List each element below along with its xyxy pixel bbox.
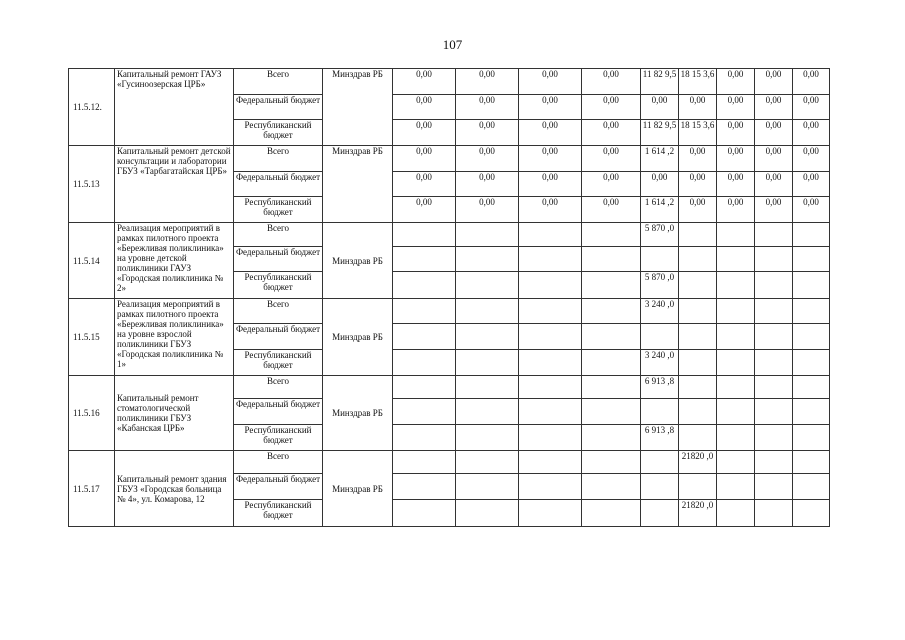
value-cell bbox=[679, 223, 717, 247]
value-cell bbox=[793, 324, 830, 350]
value-cell: 3 240 ,0 bbox=[641, 299, 679, 324]
value-cell: 0,00 bbox=[456, 95, 519, 120]
value-cell bbox=[641, 247, 679, 272]
value-cell: 0,00 bbox=[393, 69, 456, 95]
executor: Минздрав РБ bbox=[323, 69, 393, 146]
value-cell: 0,00 bbox=[793, 95, 830, 120]
item-code: 11.5.16 bbox=[69, 376, 115, 451]
value-cell bbox=[717, 500, 755, 527]
funding-source: Федеральный бюджет bbox=[234, 247, 323, 272]
value-cell: 0,00 bbox=[519, 146, 582, 172]
funding-source: Республиканский бюджет bbox=[234, 500, 323, 527]
value-cell: 0,00 bbox=[582, 95, 641, 120]
value-cell bbox=[456, 399, 519, 425]
page-number: 107 bbox=[442, 37, 463, 52]
executor: Минздрав РБ bbox=[323, 299, 393, 376]
value-cell: 0,00 bbox=[393, 197, 456, 223]
value-cell bbox=[679, 350, 717, 376]
value-cell: 0,00 bbox=[519, 197, 582, 223]
value-cell: 0,00 bbox=[456, 172, 519, 197]
value-cell bbox=[519, 500, 582, 527]
value-cell bbox=[519, 247, 582, 272]
value-cell: 0,00 bbox=[393, 172, 456, 197]
value-cell bbox=[456, 376, 519, 399]
value-cell bbox=[793, 247, 830, 272]
value-cell bbox=[456, 247, 519, 272]
value-cell: 0,00 bbox=[679, 95, 717, 120]
value-cell bbox=[456, 500, 519, 527]
funding-source: Всего bbox=[234, 299, 323, 324]
value-cell bbox=[582, 425, 641, 451]
value-cell: 0,00 bbox=[393, 120, 456, 146]
value-cell: 0,00 bbox=[519, 172, 582, 197]
item-code: 11.5.14 bbox=[69, 223, 115, 299]
value-cell bbox=[793, 451, 830, 474]
table-row bbox=[69, 451, 830, 474]
value-cell bbox=[582, 272, 641, 299]
value-cell bbox=[679, 299, 717, 324]
value-cell: 6 913 ,8 bbox=[641, 376, 679, 399]
value-cell bbox=[456, 451, 519, 474]
item-name: Реализация мероприятий в рамках пилотного проекта «Бережливая поликлиника» на уровне взрослой поликлиники ГБУЗ «Городская поликлиника № 1» bbox=[115, 299, 234, 376]
value-cell bbox=[641, 451, 679, 474]
value-cell bbox=[755, 474, 793, 500]
value-cell bbox=[641, 324, 679, 350]
value-cell bbox=[717, 399, 755, 425]
value-cell: 0,00 bbox=[456, 69, 519, 95]
table-row bbox=[69, 223, 830, 247]
value-cell: 0,00 bbox=[519, 95, 582, 120]
table-row bbox=[69, 376, 830, 399]
value-cell bbox=[755, 376, 793, 399]
value-cell bbox=[755, 324, 793, 350]
funding-source: Федеральный бюджет bbox=[234, 95, 323, 120]
value-cell: 0,00 bbox=[793, 172, 830, 197]
value-cell bbox=[393, 223, 456, 247]
value-cell bbox=[641, 399, 679, 425]
value-cell bbox=[519, 223, 582, 247]
value-cell bbox=[793, 299, 830, 324]
value-cell bbox=[679, 425, 717, 451]
value-cell bbox=[519, 376, 582, 399]
item-name: Реализация мероприятий в рамках пилотного проекта «Бережливая поликлиника» на уровне детской поликлиники ГАУЗ «Городская поликлиника № 2» bbox=[115, 223, 234, 299]
executor: Минздрав РБ bbox=[323, 451, 393, 527]
table-row bbox=[69, 146, 830, 172]
value-cell bbox=[755, 399, 793, 425]
value-cell: 5 870 ,0 bbox=[641, 223, 679, 247]
value-cell: 0,00 bbox=[679, 172, 717, 197]
value-cell bbox=[641, 474, 679, 500]
value-cell bbox=[755, 272, 793, 299]
value-cell bbox=[793, 500, 830, 527]
value-cell bbox=[519, 272, 582, 299]
value-cell bbox=[582, 451, 641, 474]
value-cell bbox=[582, 223, 641, 247]
value-cell bbox=[717, 324, 755, 350]
value-cell: 0,00 bbox=[641, 172, 679, 197]
value-cell: 0,00 bbox=[755, 197, 793, 223]
value-cell bbox=[717, 425, 755, 451]
funding-source: Федеральный бюджет bbox=[234, 172, 323, 197]
value-cell bbox=[755, 223, 793, 247]
value-cell bbox=[679, 324, 717, 350]
value-cell bbox=[519, 474, 582, 500]
funding-source: Республиканский бюджет bbox=[234, 197, 323, 223]
value-cell bbox=[393, 272, 456, 299]
funding-source: Всего bbox=[234, 223, 323, 247]
funding-source: Республиканский бюджет bbox=[234, 425, 323, 451]
budget-table bbox=[68, 68, 830, 527]
item-code: 11.5.17 bbox=[69, 451, 115, 527]
value-cell bbox=[582, 376, 641, 399]
value-cell: 0,00 bbox=[717, 120, 755, 146]
item-name: Капитальный ремонт детской консультации и лаборатории ГБУЗ «Тарбагатайская ЦРБ» bbox=[115, 146, 234, 223]
value-cell bbox=[519, 350, 582, 376]
value-cell bbox=[717, 223, 755, 247]
value-cell: 0,00 bbox=[456, 120, 519, 146]
value-cell bbox=[755, 247, 793, 272]
value-cell bbox=[393, 350, 456, 376]
value-cell bbox=[755, 425, 793, 451]
value-cell: 0,00 bbox=[793, 69, 830, 95]
value-cell: 3 240 ,0 bbox=[641, 350, 679, 376]
value-cell bbox=[456, 272, 519, 299]
value-cell bbox=[393, 451, 456, 474]
value-cell bbox=[393, 474, 456, 500]
funding-source: Республиканский бюджет bbox=[234, 350, 323, 376]
value-cell bbox=[793, 474, 830, 500]
value-cell bbox=[679, 474, 717, 500]
funding-source: Всего bbox=[234, 69, 323, 95]
value-cell bbox=[519, 399, 582, 425]
value-cell bbox=[582, 324, 641, 350]
item-code: 11.5.12. bbox=[69, 69, 115, 146]
value-cell: 5 870 ,0 bbox=[641, 272, 679, 299]
value-cell bbox=[582, 299, 641, 324]
value-cell: 0,00 bbox=[393, 95, 456, 120]
value-cell bbox=[393, 299, 456, 324]
value-cell bbox=[793, 350, 830, 376]
value-cell bbox=[456, 223, 519, 247]
value-cell: 0,00 bbox=[755, 172, 793, 197]
value-cell: 11 82 9,5 bbox=[641, 120, 679, 146]
value-cell bbox=[717, 474, 755, 500]
value-cell bbox=[755, 451, 793, 474]
value-cell bbox=[717, 350, 755, 376]
executor: Минздрав РБ bbox=[323, 223, 393, 299]
value-cell bbox=[679, 247, 717, 272]
funding-source: Всего bbox=[234, 146, 323, 172]
value-cell bbox=[679, 399, 717, 425]
funding-source: Республиканский бюджет bbox=[234, 120, 323, 146]
funding-source: Федеральный бюджет bbox=[234, 399, 323, 425]
value-cell bbox=[519, 425, 582, 451]
value-cell: 0,00 bbox=[393, 146, 456, 172]
value-cell bbox=[519, 451, 582, 474]
value-cell bbox=[393, 500, 456, 527]
value-cell: 1 614 ,2 bbox=[641, 197, 679, 223]
value-cell bbox=[582, 247, 641, 272]
value-cell: 0,00 bbox=[641, 95, 679, 120]
value-cell: 0,00 bbox=[679, 146, 717, 172]
value-cell: 0,00 bbox=[582, 120, 641, 146]
value-cell: 0,00 bbox=[755, 69, 793, 95]
value-cell bbox=[456, 474, 519, 500]
value-cell: 21820 ,0 bbox=[679, 451, 717, 474]
value-cell: 0,00 bbox=[456, 146, 519, 172]
value-cell bbox=[679, 376, 717, 399]
funding-source: Всего bbox=[234, 376, 323, 399]
value-cell: 0,00 bbox=[582, 197, 641, 223]
funding-source: Федеральный бюджет bbox=[234, 324, 323, 350]
value-cell bbox=[456, 350, 519, 376]
value-cell bbox=[793, 272, 830, 299]
value-cell bbox=[717, 376, 755, 399]
value-cell: 21820 ,0 bbox=[679, 500, 717, 527]
value-cell: 0,00 bbox=[717, 69, 755, 95]
value-cell bbox=[393, 376, 456, 399]
funding-source: Федеральный бюджет bbox=[234, 474, 323, 500]
value-cell bbox=[717, 451, 755, 474]
value-cell bbox=[519, 324, 582, 350]
value-cell bbox=[456, 324, 519, 350]
value-cell: 18 15 3,6 bbox=[679, 69, 717, 95]
value-cell bbox=[793, 399, 830, 425]
value-cell: 0,00 bbox=[519, 69, 582, 95]
value-cell bbox=[582, 399, 641, 425]
value-cell: 11 82 9,5 bbox=[641, 69, 679, 95]
value-cell bbox=[717, 247, 755, 272]
value-cell bbox=[582, 350, 641, 376]
value-cell bbox=[456, 299, 519, 324]
value-cell: 0,00 bbox=[793, 197, 830, 223]
value-cell: 0,00 bbox=[717, 95, 755, 120]
funding-source: Всего bbox=[234, 451, 323, 474]
value-cell: 0,00 bbox=[755, 120, 793, 146]
value-cell: 0,00 bbox=[755, 95, 793, 120]
value-cell bbox=[679, 272, 717, 299]
value-cell bbox=[755, 500, 793, 527]
value-cell: 6 913 ,8 bbox=[641, 425, 679, 451]
value-cell: 0,00 bbox=[717, 146, 755, 172]
value-cell bbox=[456, 425, 519, 451]
value-cell: 0,00 bbox=[519, 120, 582, 146]
value-cell: 0,00 bbox=[717, 197, 755, 223]
value-cell bbox=[793, 223, 830, 247]
value-cell: 0,00 bbox=[793, 120, 830, 146]
value-cell: 0,00 bbox=[582, 146, 641, 172]
value-cell: 1 614 ,2 bbox=[641, 146, 679, 172]
value-cell bbox=[582, 474, 641, 500]
value-cell bbox=[519, 299, 582, 324]
value-cell: 0,00 bbox=[582, 69, 641, 95]
value-cell bbox=[582, 500, 641, 527]
value-cell bbox=[755, 299, 793, 324]
value-cell: 0,00 bbox=[717, 172, 755, 197]
value-cell: 0,00 bbox=[456, 197, 519, 223]
item-code: 11.5.13 bbox=[69, 146, 115, 223]
value-cell: 0,00 bbox=[679, 197, 717, 223]
value-cell: 0,00 bbox=[793, 146, 830, 172]
value-cell bbox=[793, 425, 830, 451]
value-cell: 0,00 bbox=[755, 146, 793, 172]
value-cell bbox=[755, 350, 793, 376]
value-cell bbox=[793, 376, 830, 399]
value-cell bbox=[393, 425, 456, 451]
value-cell bbox=[393, 324, 456, 350]
table-row bbox=[69, 299, 830, 324]
value-cell bbox=[717, 272, 755, 299]
item-name: Капитальный ремонт ГАУЗ «Гусиноозерская ЦРБ» bbox=[115, 69, 234, 146]
item-name: Капитальный ремонт здания ГБУЗ «Городская больница № 4», ул. Комарова, 12 bbox=[115, 451, 234, 527]
item-code: 11.5.15 bbox=[69, 299, 115, 376]
executor: Минздрав РБ bbox=[323, 146, 393, 223]
table-row bbox=[69, 69, 830, 95]
value-cell bbox=[393, 247, 456, 272]
item-name: Капитальный ремонт стоматологической поликлиники ГБУЗ «Кабанская ЦРБ» bbox=[115, 376, 234, 451]
value-cell bbox=[717, 299, 755, 324]
value-cell: 18 15 3,6 bbox=[679, 120, 717, 146]
value-cell bbox=[641, 500, 679, 527]
value-cell: 0,00 bbox=[582, 172, 641, 197]
value-cell bbox=[393, 399, 456, 425]
executor: Минздрав РБ bbox=[323, 376, 393, 451]
funding-source: Республиканский бюджет bbox=[234, 272, 323, 299]
